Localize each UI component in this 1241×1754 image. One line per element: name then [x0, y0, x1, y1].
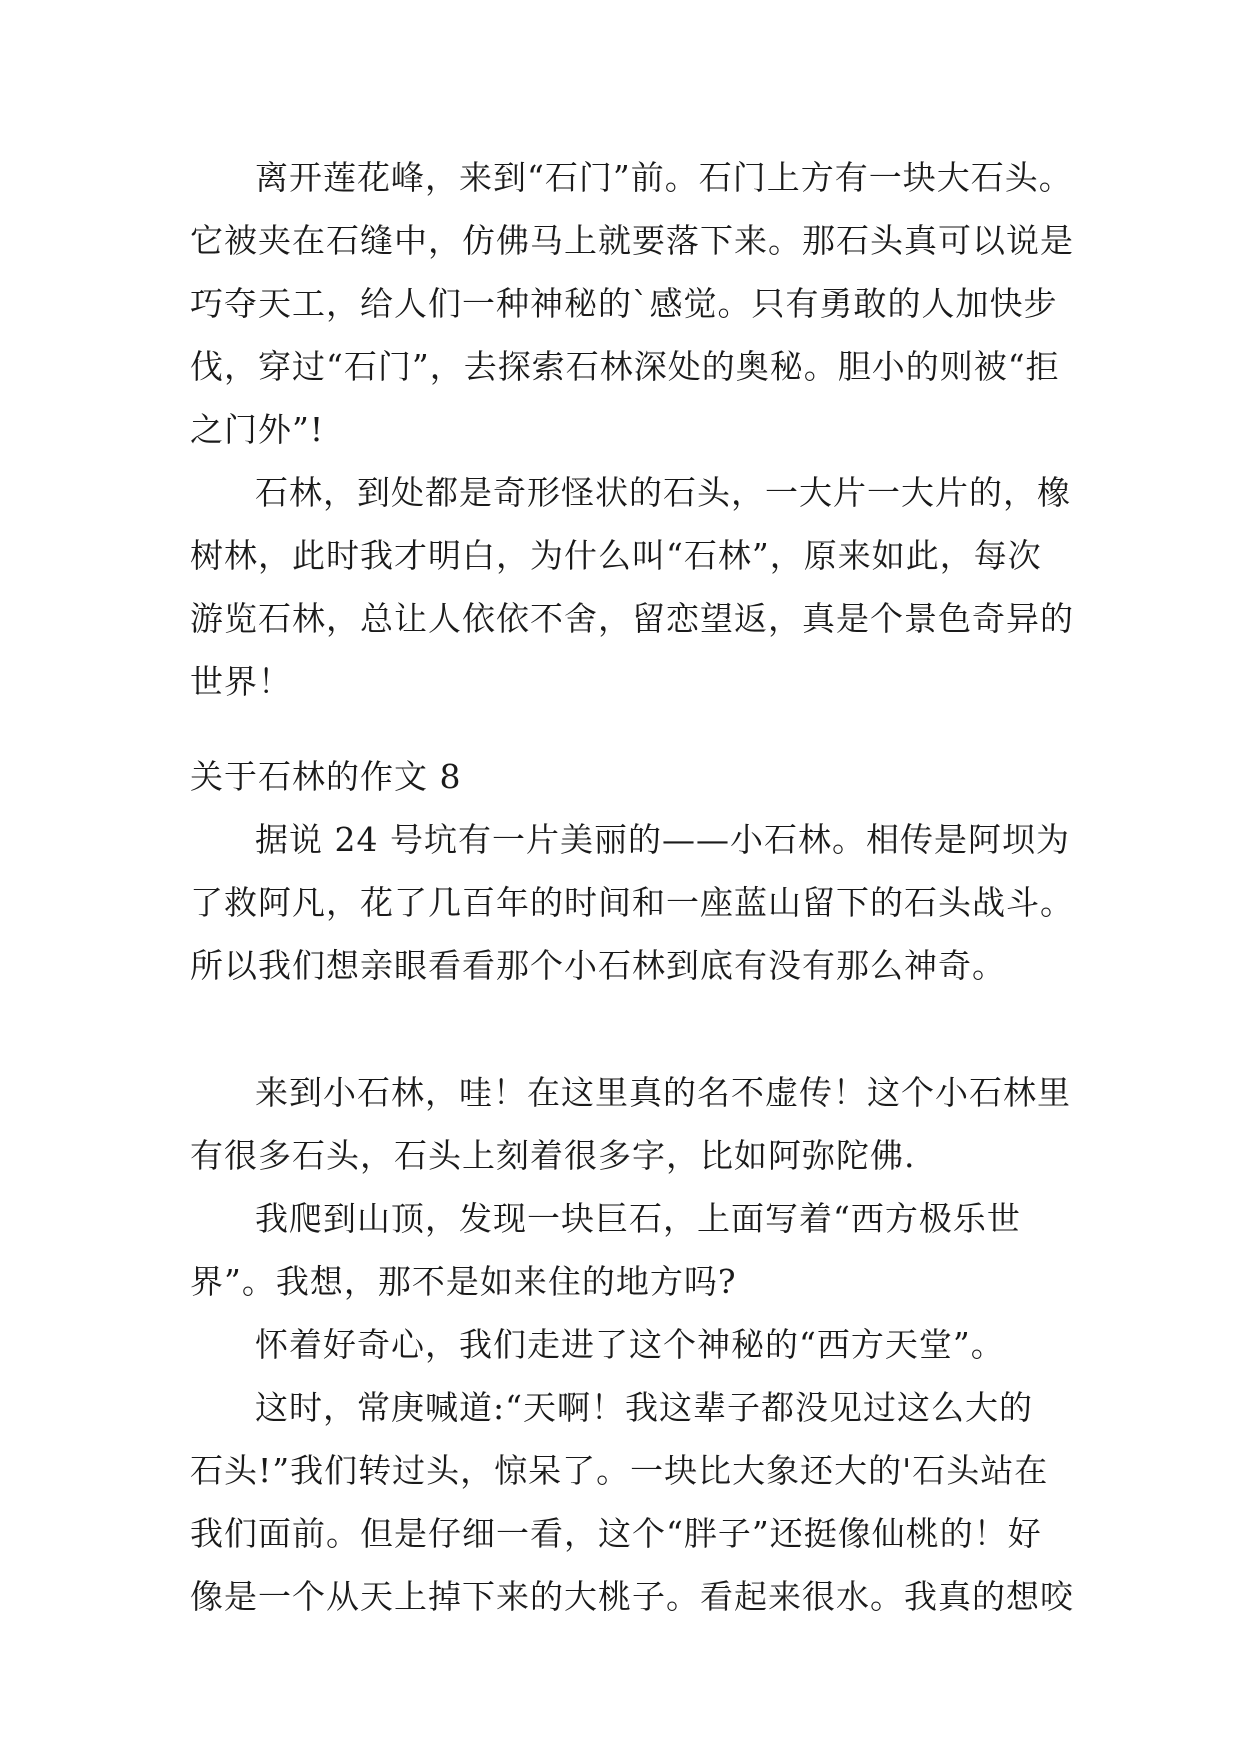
paragraph-line: 巧夺天工，给人们一种神秘的`感觉。只有勇敢的人加快步: [190, 284, 1058, 323]
paragraph-line: 树林，此时我才明白，为什么叫“石林”，原来如此，每次: [190, 536, 1042, 575]
paragraph-line: 这时，常庚喊道:“天啊！我这辈子都没见过这么大的: [255, 1388, 1033, 1427]
paragraph-line: 怀着好奇心，我们走进了这个神秘的“西方天堂”。: [255, 1325, 1005, 1364]
paragraph-line: 世界！: [190, 662, 292, 701]
paragraph-line: 石头!”我们转过头，惊呆了。一块比大象还大的'石头站在: [190, 1451, 1049, 1490]
paragraph-line: 石林，到处都是奇形怪状的石头，一大片一大片的，橡: [255, 473, 1071, 512]
paragraph-line: 离开莲花峰，来到“石门”前。石门上方有一块大石头。: [255, 158, 1073, 197]
paragraph-line: 有很多石头，石头上刻着很多字，比如阿弥陀佛.: [190, 1136, 916, 1175]
section-heading: 关于石林的作文 8: [190, 757, 462, 796]
paragraph-line: 来到小石林，哇！在这里真的名不虚传！这个小石林里: [255, 1073, 1071, 1112]
paragraph-line: 所以我们想亲眼看看那个小石林到底有没有那么神奇。: [190, 946, 1006, 985]
paragraph-line: 伐，穿过“石门”，去探索石林深处的奥秘。胆小的则被“拒: [190, 347, 1060, 386]
paragraph-line: 界”。我想，那不是如来住的地方吗?: [190, 1262, 737, 1301]
paragraph-line: 据说 24 号坑有一片美丽的——小石林。相传是阿坝为: [255, 820, 1070, 859]
paragraph-line: 我爬到山顶，发现一块巨石，上面写着“西方极乐世: [255, 1199, 1021, 1238]
paragraph-line: 了救阿凡，花了几百年的时间和一座蓝山留下的石头战斗。: [190, 883, 1074, 922]
paragraph-line: 像是一个从天上掉下来的大桃子。看起来很水。我真的想咬: [190, 1577, 1074, 1616]
paragraph-line: 之门外”!: [190, 410, 325, 449]
paragraph-line: 我们面前。但是仔细一看，这个“胖子”还挺像仙桃的！好: [190, 1514, 1042, 1553]
paragraph-line: 它被夹在石缝中，仿佛马上就要落下来。那石头真可以说是: [190, 221, 1074, 260]
paragraph-line: 游览石林，总让人依依不舍，留恋望返，真是个景色奇异的: [190, 599, 1074, 638]
